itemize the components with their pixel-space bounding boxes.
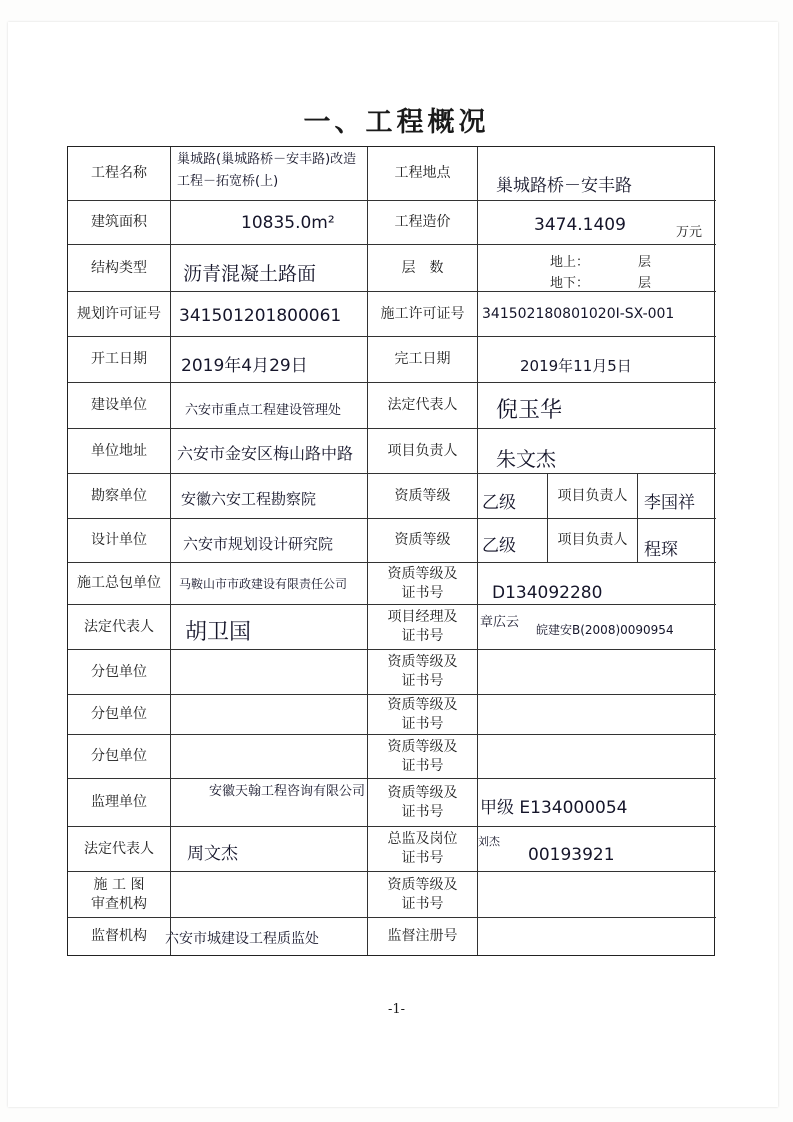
label-general-contractor: 施工总包单位 xyxy=(68,563,171,605)
page-number: -1- xyxy=(387,1002,406,1017)
value-survey-qual-cell xyxy=(478,474,548,519)
value-construction-permit: 341502180801020I-SX-001 xyxy=(482,306,675,322)
value-unit-address: 六安市金安区梅山路中路 xyxy=(177,444,354,463)
value-subcontractor-1-cell xyxy=(171,650,368,695)
value-construction-permit-cell xyxy=(478,292,716,337)
label-oversight-reg: 监督注册号 xyxy=(368,918,478,955)
value-general-contractor-cell xyxy=(171,563,368,605)
value-design-unit: 六安市规划设计研究院 xyxy=(183,535,334,553)
value-project-location-cell xyxy=(478,147,716,201)
label-legal-rep-2: 法定代表人 xyxy=(68,605,171,650)
label-supervisor-qual: 资质等级及证书号 xyxy=(368,779,478,827)
value-design-lead-cell xyxy=(638,519,716,563)
value-legal-rep-2-cell xyxy=(171,605,368,650)
label-structure-type: 结构类型 xyxy=(68,245,171,292)
label-legal-rep-3: 法定代表人 xyxy=(68,827,171,872)
value-general-contractor: 马鞍山市市政建设有限责任公司 xyxy=(179,577,348,591)
value-developer: 六安市重点工程建设管理处 xyxy=(185,403,342,418)
label-review-org-qual: 资质等级及证书号 xyxy=(368,872,478,918)
label-end-date: 完工日期 xyxy=(368,337,478,383)
label-sub-3-qual: 资质等级及证书号 xyxy=(368,735,478,779)
value-sub-2-qual-cell xyxy=(478,695,716,735)
label-subcontractor-1: 分包单位 xyxy=(68,650,171,695)
label-review-org: 施 工 图审查机构 xyxy=(68,872,171,918)
label-gc-qual: 资质等级及证书号 xyxy=(368,563,478,605)
value-oversight: 六安市城建设工程质监处 xyxy=(165,931,319,947)
label-design-qual: 资质等级 xyxy=(368,519,478,563)
value-oversight-cell xyxy=(165,918,368,955)
value-floors-cell xyxy=(478,245,716,292)
value-supervisor-qual-cell xyxy=(478,779,716,827)
value-survey-unit: 安徽六安工程勘察院 xyxy=(181,490,317,508)
value-subcontractor-3-cell xyxy=(171,735,368,779)
value-building-area-cell xyxy=(171,201,368,245)
floors-above-unit: 层 xyxy=(638,255,652,270)
label-survey-qual: 资质等级 xyxy=(368,474,478,519)
value-project-lead-cell xyxy=(478,429,716,474)
value-survey-unit-cell xyxy=(171,474,368,519)
value-gc-qual: D134092280 xyxy=(492,583,603,603)
floors-below-label: 地下： xyxy=(550,276,590,291)
value-design-qual: 乙级 xyxy=(482,536,516,556)
value-structure-type-cell xyxy=(171,245,368,292)
label-project-cost: 工程造价 xyxy=(368,201,478,245)
value-legal-rep-1: 倪玉华 xyxy=(496,398,563,423)
label-planning-permit: 规划许可证号 xyxy=(68,292,171,337)
value-subcontractor-2-cell xyxy=(171,695,368,735)
value-chief-supervisor-cert: 00193921 xyxy=(528,845,615,865)
value-supervisor: 安徽天翰工程咨询有限公司 xyxy=(208,784,365,799)
value-project-lead: 朱文杰 xyxy=(496,447,556,471)
value-survey-lead: 李国祥 xyxy=(644,493,695,513)
value-survey-lead-cell xyxy=(638,474,716,519)
value-project-name: 巢城路(巢城路桥－安丰路)改造工程－拓宽桥(上) xyxy=(177,152,357,189)
label-design-lead: 项目负责人 xyxy=(548,519,638,563)
value-project-cost-cell xyxy=(478,201,716,245)
value-project-cost: 3474.1409 xyxy=(534,215,626,235)
floors-below-unit: 层 xyxy=(638,276,652,291)
value-legal-rep-2: 胡卫国 xyxy=(185,620,252,645)
value-building-area: 10835.0m² xyxy=(241,213,335,233)
value-gc-qual-cell xyxy=(478,563,716,605)
label-survey-lead: 项目负责人 xyxy=(548,474,638,519)
value-sub-3-qual-cell xyxy=(478,735,716,779)
value-pm-cert-prefix: 章広云 xyxy=(480,615,520,630)
project-overview-table xyxy=(67,146,715,956)
value-review-org-cell xyxy=(171,872,368,918)
value-project-name-cell xyxy=(171,147,368,201)
label-construction-permit: 施工许可证号 xyxy=(368,292,478,337)
page-title: 一、工程概况 xyxy=(303,107,490,138)
value-design-lead: 程琛 xyxy=(644,540,678,560)
value-design-qual-cell xyxy=(478,519,548,563)
value-design-unit-cell xyxy=(171,519,368,563)
value-start-date-cell xyxy=(171,337,368,383)
value-supervisor-qual: 甲级 E134000054 xyxy=(480,798,628,818)
label-chief-supervisor-cert: 总监及岗位证书号 xyxy=(368,827,478,872)
value-oversight-reg-cell xyxy=(478,918,716,955)
floors-above-label: 地上： xyxy=(550,255,590,270)
label-project-name: 工程名称 xyxy=(68,147,171,201)
value-survey-qual: 乙级 xyxy=(482,493,516,513)
value-legal-rep-1-cell xyxy=(478,383,716,429)
label-sub-2-qual: 资质等级及证书号 xyxy=(368,695,478,735)
label-developer: 建设单位 xyxy=(68,383,171,429)
label-legal-rep-1: 法定代表人 xyxy=(368,383,478,429)
value-chief-supervisor-cert-cell xyxy=(478,827,716,872)
label-building-area: 建筑面积 xyxy=(68,201,171,245)
value-planning-permit-cell xyxy=(171,292,368,337)
value-end-date: 2019年11月5日 xyxy=(520,357,632,375)
value-legal-rep-3: 周文杰 xyxy=(187,844,238,864)
label-project-location: 工程地点 xyxy=(368,147,478,201)
value-project-location: 巢城路桥－安丰路 xyxy=(496,176,632,196)
label-oversight: 监督机构 xyxy=(68,918,171,955)
label-start-date: 开工日期 xyxy=(68,337,171,383)
value-pm-cert: 皖建安B(2008)0090954 xyxy=(536,623,674,637)
value-unit-address-cell xyxy=(171,429,368,474)
label-subcontractor-3: 分包单位 xyxy=(68,735,171,779)
value-structure-type: 沥青混凝土路面 xyxy=(183,263,317,285)
label-pm-cert: 项目经理及证书号 xyxy=(368,605,478,650)
value-developer-cell xyxy=(171,383,368,429)
value-planning-permit: 341501201800061 xyxy=(179,306,342,326)
value-legal-rep-3-cell xyxy=(171,827,368,872)
label-supervisor: 监理单位 xyxy=(68,779,171,827)
label-survey-unit: 勘察单位 xyxy=(68,474,171,519)
label-subcontractor-2: 分包单位 xyxy=(68,695,171,735)
value-chief-supervisor-prefix: 刘杰 xyxy=(478,835,500,848)
value-start-date: 2019年4月29日 xyxy=(181,356,308,376)
label-unit-address: 单位地址 xyxy=(68,429,171,474)
value-sub-1-qual-cell xyxy=(478,650,716,695)
label-project-lead: 项目负责人 xyxy=(368,429,478,474)
label-sub-1-qual: 资质等级及证书号 xyxy=(368,650,478,695)
value-end-date-cell xyxy=(478,337,716,383)
label-design-unit: 设计单位 xyxy=(68,519,171,563)
value-pm-cert-cell xyxy=(478,605,716,650)
project-cost-unit: 万元 xyxy=(676,225,703,240)
value-review-org-qual-cell xyxy=(478,872,716,918)
label-floors: 层 数 xyxy=(368,245,478,292)
value-supervisor-cell xyxy=(171,779,368,827)
